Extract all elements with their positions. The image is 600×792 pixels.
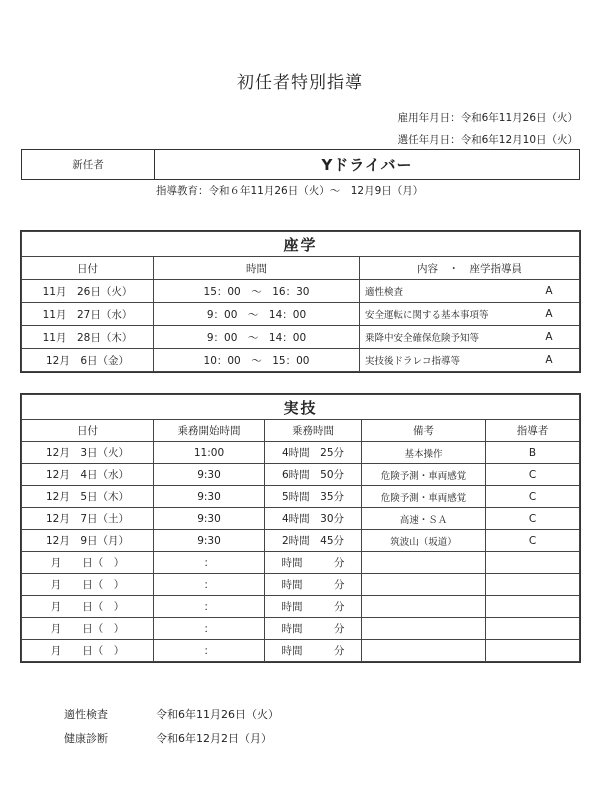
table-row xyxy=(22,486,580,508)
table-row xyxy=(22,552,580,574)
practical-header-instructor: 指導者 xyxy=(486,420,580,442)
practical-date: 月 日（ ） xyxy=(22,640,154,662)
practical-date: 月 日（ ） xyxy=(22,552,154,574)
practical-note: 高速・ＳＡ xyxy=(362,508,486,530)
practical-start: ： xyxy=(154,640,265,662)
table-row xyxy=(22,530,580,552)
practical-note xyxy=(362,618,486,640)
classroom-header-time: 時間 xyxy=(154,257,360,280)
table-row xyxy=(22,618,580,640)
practical-hours: 時間 分 xyxy=(265,574,362,596)
practical-header-start: 乗務開始時間 xyxy=(154,420,265,442)
practical-date: 月 日（ ） xyxy=(22,618,154,640)
classroom-content: 乗降中安全確保危険予知等 xyxy=(360,326,520,349)
practical-date: 月 日（ ） xyxy=(22,574,154,596)
practical-hours: 4時間 25分 xyxy=(265,442,362,464)
practical-start: 9:30 xyxy=(154,530,265,552)
practical-start: 9:30 xyxy=(154,508,265,530)
classroom-content: 安全運転に関する基本事項等 xyxy=(360,303,520,326)
page-title: 初任者特別指導 xyxy=(237,73,363,93)
classroom-time: 15：00 ～ 16：30 xyxy=(154,280,360,303)
classroom-content: 実技後ドラレコ指導等 xyxy=(360,349,520,372)
health-check-value: 令和6年12月2日（月） xyxy=(156,732,272,745)
appointment-date: 選任年月日：令和6年12月10日（火） xyxy=(397,134,578,146)
classroom-date: 11月 27日（水） xyxy=(22,303,154,326)
practical-note: 基本操作 xyxy=(362,442,486,464)
table-row xyxy=(22,596,580,618)
practical-instructor: C xyxy=(486,530,580,552)
table-row xyxy=(22,574,580,596)
practical-hours: 時間 分 xyxy=(265,552,362,574)
practical-start: ： xyxy=(154,618,265,640)
practical-start: 11:00 xyxy=(154,442,265,464)
practical-table xyxy=(21,394,580,662)
practical-header-date: 日付 xyxy=(22,420,154,442)
practical-start: 9:30 xyxy=(154,464,265,486)
table-row xyxy=(22,349,580,372)
practical-hours: 2時間 45分 xyxy=(265,530,362,552)
practical-date: 12月 7日（土） xyxy=(22,508,154,530)
practical-start: 9:30 xyxy=(154,486,265,508)
classroom-time: 9：00 ～ 14：00 xyxy=(154,326,360,349)
practical-date: 12月 9日（月） xyxy=(22,530,154,552)
practical-note: 危険予測・車両感覚 xyxy=(362,486,486,508)
practical-header-note: 備考 xyxy=(362,420,486,442)
practical-date: 12月 3日（火） xyxy=(22,442,154,464)
practical-date: 12月 4日（水） xyxy=(22,464,154,486)
hire-date: 雇用年月日：令和6年11月26日（火） xyxy=(397,112,578,124)
practical-start: ： xyxy=(154,574,265,596)
practical-instructor: C xyxy=(486,508,580,530)
classroom-instructor: A xyxy=(519,280,580,303)
table-row xyxy=(22,280,580,303)
table-row xyxy=(22,640,580,662)
practical-note xyxy=(362,596,486,618)
practical-start: ： xyxy=(154,596,265,618)
practical-instructor xyxy=(486,552,580,574)
table-row xyxy=(22,464,580,486)
health-check-label: 健康診断 xyxy=(64,732,108,745)
practical-date: 月 日（ ） xyxy=(22,596,154,618)
classroom-date: 11月 26日（火） xyxy=(22,280,154,303)
classroom-time: 9：00 ～ 14：00 xyxy=(154,303,360,326)
driver-name: Yドライバー xyxy=(155,150,580,180)
practical-heading: 実技 xyxy=(22,395,580,420)
practical-date: 12月 5日（木） xyxy=(22,486,154,508)
aptitude-label: 適性検査 xyxy=(64,708,108,721)
practical-note xyxy=(362,552,486,574)
newhire-table xyxy=(21,149,580,180)
practical-hours: 時間 分 xyxy=(265,596,362,618)
table-row xyxy=(22,303,580,326)
practical-start: ： xyxy=(154,552,265,574)
practical-note: 筑波山（坂道） xyxy=(362,530,486,552)
practical-instructor xyxy=(486,574,580,596)
aptitude-value: 令和6年11月26日（火） xyxy=(156,708,279,721)
classroom-instructor: A xyxy=(519,349,580,372)
classroom-instructor: A xyxy=(519,303,580,326)
classroom-instructor: A xyxy=(519,326,580,349)
practical-instructor xyxy=(486,640,580,662)
practical-note xyxy=(362,574,486,596)
classroom-header-date: 日付 xyxy=(22,257,154,280)
practical-note: 危険予測・車両感覚 xyxy=(362,464,486,486)
practical-hours: 6時間 50分 xyxy=(265,464,362,486)
classroom-heading: 座学 xyxy=(22,232,580,257)
classroom-date: 11月 28日（木） xyxy=(22,326,154,349)
practical-instructor: C xyxy=(486,464,580,486)
practical-hours: 5時間 35分 xyxy=(265,486,362,508)
practical-instructor xyxy=(486,596,580,618)
classroom-date: 12月 6日（金） xyxy=(22,349,154,372)
practical-note xyxy=(362,640,486,662)
practical-hours: 時間 分 xyxy=(265,618,362,640)
classroom-time: 10：00 ～ 15：00 xyxy=(154,349,360,372)
practical-instructor: C xyxy=(486,486,580,508)
training-schedule: 指導教育：令和６年11月26日（火）～ 12月9日（月） xyxy=(156,185,424,197)
practical-hours: 4時間 30分 xyxy=(265,508,362,530)
practical-instructor xyxy=(486,618,580,640)
classroom-table xyxy=(21,231,580,372)
newhire-label: 新任者 xyxy=(22,150,155,180)
classroom-header-content: 内容 ・ 座学指導員 xyxy=(360,257,580,280)
practical-hours: 時間 分 xyxy=(265,640,362,662)
table-row xyxy=(22,508,580,530)
classroom-content: 適性検査 xyxy=(360,280,520,303)
practical-header-hours: 乗務時間 xyxy=(265,420,362,442)
practical-instructor: B xyxy=(486,442,580,464)
table-row xyxy=(22,442,580,464)
table-row xyxy=(22,326,580,349)
